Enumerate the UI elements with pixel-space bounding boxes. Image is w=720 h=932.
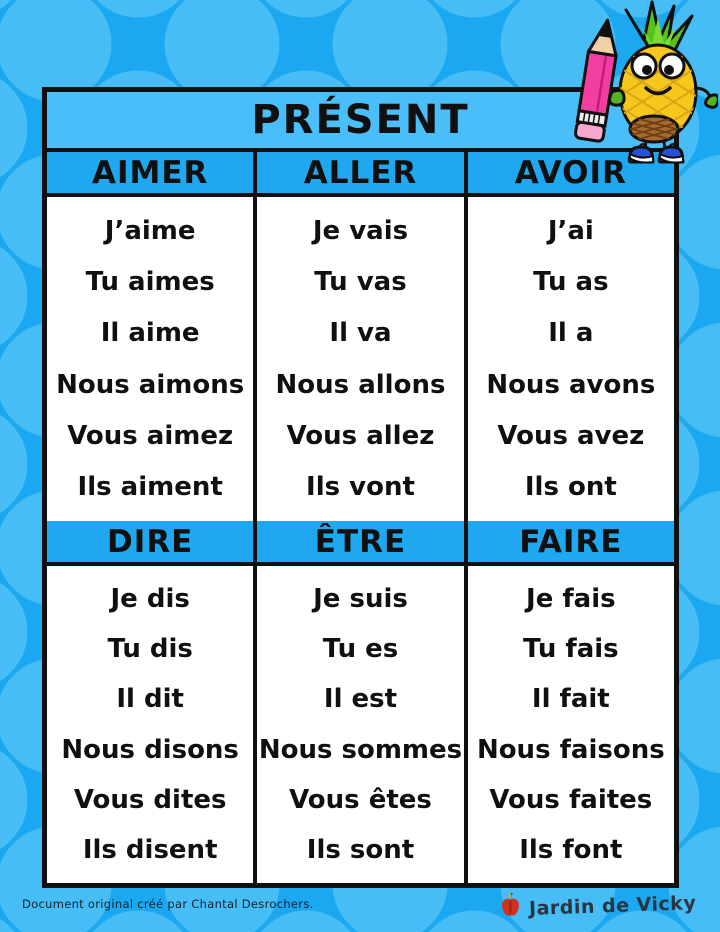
credit-text: Document original créé par Chantal Desrochers.: [22, 897, 314, 911]
conjugation-table: [42, 87, 679, 888]
conjugation-line: Nous aimons: [56, 369, 245, 400]
conjugation-line: Il a: [548, 318, 594, 349]
verb-header-row-2: [47, 521, 674, 566]
conjugation-line: Vous dites: [73, 784, 227, 815]
conjugation-line: Je suis: [313, 584, 408, 615]
conjugations-aimer: [47, 197, 253, 521]
conjugation-line: Il va: [329, 318, 392, 349]
conjugation-line: Vous faites: [489, 784, 653, 815]
brand-name: Jardin de Vicky: [528, 891, 697, 920]
conjugation-line: Il aime: [100, 318, 200, 349]
poster-title: PRÉSENT: [47, 92, 674, 152]
conjugation-line: Nous allons: [275, 369, 446, 400]
conjugation-line: Tu as: [533, 266, 609, 297]
conjugation-line: Je dis: [110, 584, 190, 615]
conjugation-line: Ils ont: [524, 472, 617, 503]
conjugation-line: Il dit: [116, 684, 184, 715]
conjugation-line: Ils sont: [306, 834, 415, 865]
verb-header-aller: ALLER: [253, 152, 463, 193]
conjugation-line: Vous aimez: [67, 420, 234, 451]
conjugation-line: Nous faisons: [476, 734, 665, 765]
conjugation-row-2: [47, 566, 674, 883]
conjugation-line: Vous allez: [286, 420, 435, 451]
conjugation-line: Tu dis: [107, 634, 193, 665]
verb-header-aimer: AIMER: [47, 152, 253, 193]
conjugations-dire: [47, 566, 253, 883]
conjugation-line: Tu vas: [314, 266, 407, 297]
verb-header-avoir: AVOIR: [464, 152, 674, 193]
conjugation-line: Je vais: [312, 215, 409, 246]
brand-logo: [498, 893, 696, 918]
verb-header-faire: FAIRE: [464, 521, 674, 562]
conjugations-avoir: [464, 197, 674, 521]
conjugation-line: Vous avez: [497, 420, 645, 451]
conjugation-line: Nous disons: [61, 734, 239, 765]
apple-icon: [498, 893, 523, 918]
conjugation-line: Nous sommes: [258, 734, 463, 765]
conjugation-line: Ils font: [519, 834, 623, 865]
conjugation-line: Ils vont: [306, 472, 415, 503]
pencil-icon: [575, 18, 622, 142]
pineapple-character-icon: [568, 0, 718, 170]
verb-header-etre: ÊTRE: [253, 521, 463, 562]
conjugation-line: Tu fais: [522, 634, 619, 665]
conjugation-line: Je fais: [526, 584, 616, 615]
conjugation-line: Tu es: [322, 634, 399, 665]
conjugations-faire: [464, 566, 674, 883]
conjugation-line: Il est: [323, 684, 398, 715]
conjugation-row-1: [47, 197, 674, 521]
conjugation-line: Vous êtes: [289, 784, 432, 815]
conjugation-line: Ils aiment: [77, 472, 223, 503]
conjugation-line: Tu aimes: [85, 266, 215, 297]
conjugation-line: Nous avons: [486, 369, 656, 400]
verb-header-dire: DIRE: [47, 521, 253, 562]
conjugation-line: J’ai: [547, 215, 594, 246]
conjugation-line: Ils disent: [82, 834, 218, 865]
conjugation-line: J’aime: [104, 215, 196, 246]
conjugations-aller: [253, 197, 463, 521]
conjugation-line: Il fait: [531, 684, 610, 715]
conjugations-etre: [253, 566, 463, 883]
